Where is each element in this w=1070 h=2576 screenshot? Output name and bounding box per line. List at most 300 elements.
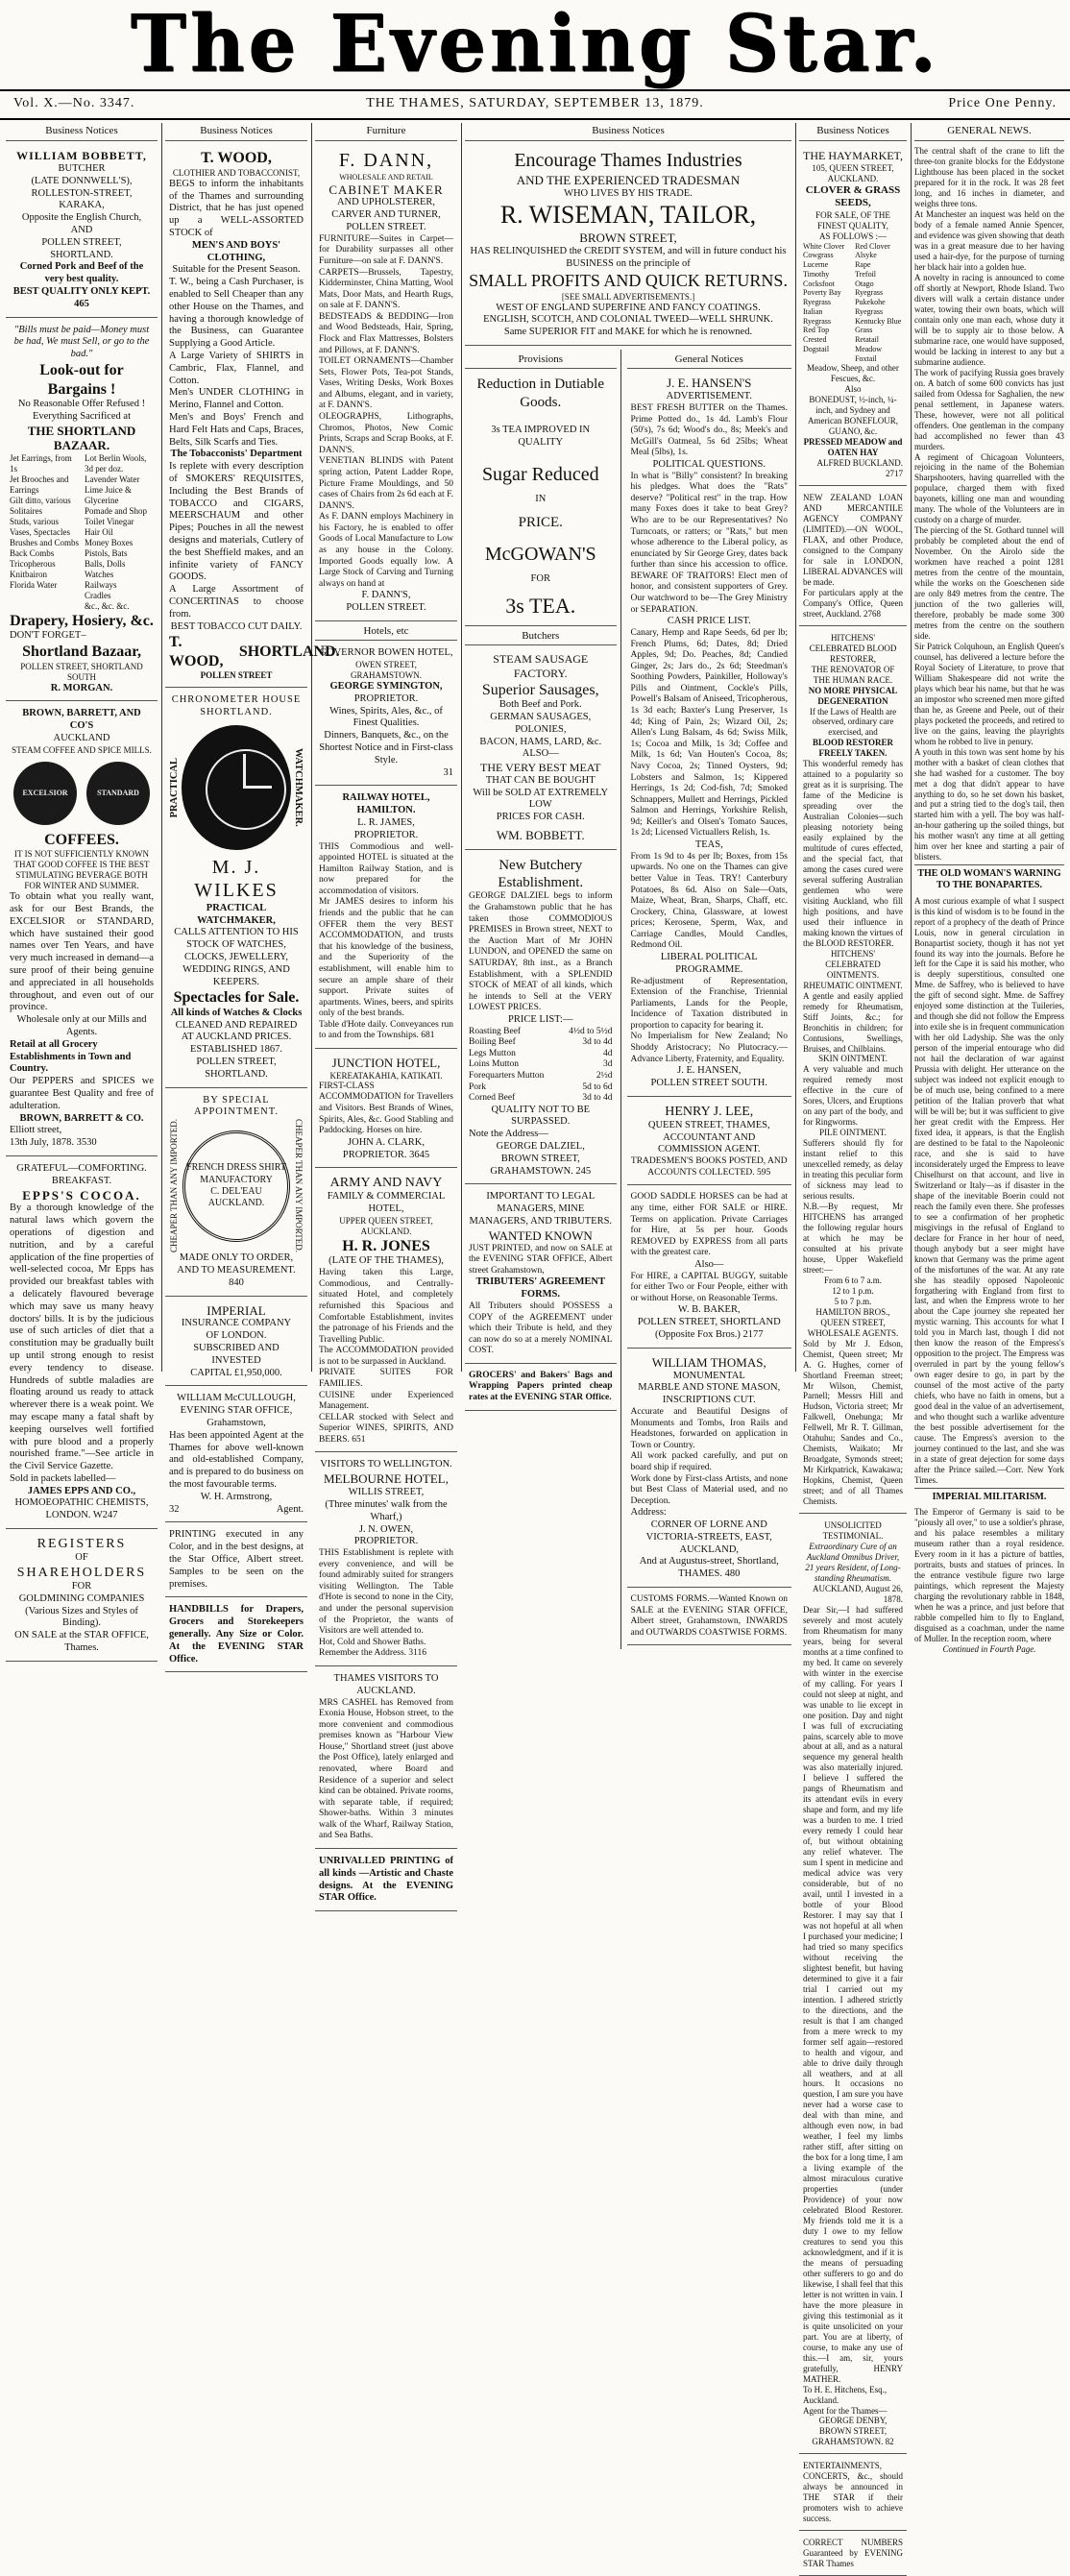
price-value: 3d to 4d xyxy=(582,1093,613,1104)
ad-line: T. WOOD, xyxy=(169,634,224,669)
ad-line: POLLEN STREET, SHORTLAND. xyxy=(41,236,122,260)
ad-body: For HIRE, a CAPITAL BUGGY, suitable for either Two or Four People, either with or without Horse, on Reasonable Terms. xyxy=(630,1271,788,1303)
ad-line: Dinners, Banquets, &c., on the Shortest Notice and in First-class Style. xyxy=(319,730,453,766)
seal-row xyxy=(169,1119,304,1252)
ad-body: A Large Variety of SHIRTS in Cambric, Flax, Flannel, and Cotton. xyxy=(169,351,304,386)
ad-name: J. E. HANSEN'S xyxy=(667,376,752,391)
ad-quote: "Bills must be paid—Money must be had, We must Sell, or go to the bad." xyxy=(13,324,150,360)
ad-line: QUEEN STREET, THAMES, xyxy=(647,1119,770,1130)
ad-hitchens xyxy=(799,630,907,1514)
ad-imperial-insurance xyxy=(165,1300,307,1387)
ad-bobbett xyxy=(6,146,158,317)
ad-line: AUCKLAND, August 26, 1878. xyxy=(812,1583,903,1604)
ad-line: HOMOEOPATHIC CHEMISTS, xyxy=(14,1497,149,1509)
ad-line: No Reasonable Offer Refused ! Everything Sacrificed at xyxy=(17,399,146,422)
ad-name: THE SHORTLAND BAZAAR. xyxy=(27,423,136,453)
ad-tributers xyxy=(465,1188,617,1363)
ad-line: BROWN STREET, xyxy=(500,1153,580,1164)
ad-henry-lee xyxy=(627,1101,791,1186)
column-1 xyxy=(6,123,162,1654)
ad-line: MARBLE AND STONE MASON, xyxy=(638,1382,781,1394)
clock-hand xyxy=(243,786,272,789)
ad-body: Is replete with every description of SMOKERS' REQUISITES, Including the Best Brands of TOBACCO and CIGARS, MEERSCHAUM and other Pipes; Pouches in all the newest designs and materials, Cutlery of the best Sheffield makes, and an infinite variety of FANCY GOODS. xyxy=(169,461,304,583)
ad-line: WEST OF ENGLAND SUPERFINE AND FANCY COATINGS. xyxy=(496,302,761,313)
ad-line: PILE OINTMENT. xyxy=(819,1128,887,1138)
ad-line: R. MORGAN. xyxy=(50,682,113,693)
ad-line: WHOLESALE AND RETAIL xyxy=(339,172,433,182)
ad-line: THAMES VISITORS TO AUCKLAND. xyxy=(333,1672,439,1696)
article-heading: THE OLD WOMAN'S WARNING TO THE BONAPARTES. xyxy=(914,864,1064,891)
ad-line: FOR xyxy=(530,573,550,585)
ad-line: AND xyxy=(70,225,93,236)
ad-line: Also xyxy=(844,384,862,395)
ad-line: 13th July, 1878. 3530 xyxy=(10,1137,97,1149)
ad-mccullough xyxy=(165,1390,307,1522)
price-value: 3d to 4d xyxy=(582,1037,613,1048)
clock-row xyxy=(169,719,304,856)
ad-testimonial xyxy=(799,1518,907,2454)
ad-name: M. J. WILKES xyxy=(194,856,279,902)
ad-railway-hotel xyxy=(315,790,457,1049)
ad-line: Elliott street, xyxy=(10,1125,62,1136)
ad-line: Same SUPERIOR FIT and MAKE for which he is renowned. xyxy=(503,327,753,338)
article-general-news: The central shaft of the crane to lift the three-ton granite blocks for the Eddystone Lighthouse has been placed in the socket prepared for it in the rock. It was 28 feet long, and 16 inches in diameter, and weighs three tons. At Manchester an inquest was held on the body of a female named Annie Spencer, and evidence was given showing that death was in a great measure due to her having used a hair-dye, for the purpose of turning her black hair into a golden hue. A novelty in racing is announced to come off shortly at Newport, Rhode Island. Two divers will walk a certain distance under water, towing their own boats, which will contain only one man each, whose duty it will be to supply air to those below. A submarine race, one would have supposed, would be lacking in interest to any but a submarine audience. The work of pacifying Russia goes bravely on. A batch of some 600 convicts has just sailed from Odessa for Saghalien, the new penal settlement, in Japanese waters. These, however, were not all political offenders. One gentleman in the company had accomplished no fewer than 43 murders. A regiment of Chicagoan Volunteers, rejoicing in the name of the Bohemian Sharpshooters, having quarrelled with the populace, charged them with fixed bayonets, killing one man and wounding many. The whole of the Volunteers are in custody on a charge of murder. The piercing of the St. Gothard tunnel will probably be completed about the end of November. On the Airolo side the workmen have reached a point 1281 metres from the centre of the mountain, while the works on the Goeschenen side are only 849 metres from the centre. The junction of the two galleries will, therefore, probably be made some 300 metres from the centre on the southern side. Sir Patrick Colquhoun, an English Queen's counsel, has delivered a lecture before the Royal Society of Literature, to prove that William Shakespeare did not write the plays which bear his name, but that he was an impostor who screened men more gifted than he, as Greene and Peele, out of their plays pocketed the proceeds, and retired to live on the gains, leaving the playrights whom he robbed to live in penury. A youth in this town was sent home by his mother with a basket of clean clothes that she had washed for a customer. The boy met a dog that didn't appear to have anything to do, so he set down his basket, and put a string tied to the dog's tail, then started him with a yell. The boy was half-an-hour gathering up the soiled things, but his mother wasn't any time at all getting him over her knee and starting a pair of blisters. xyxy=(914,146,1064,863)
ad-body: GEORGE DALZIEL begs to inform the Grahamstown public that he has taken those COMMODIOUS PREMISES in Brown street, NEXT to the Auction Mart of Mr JOHN LUNDON, and OPENED the same on SATURDAY, 8th inst., as a Branch Establishment, with a SPLENDID STOCK of MEAT of all kinds, which he intends to Sell at the VERY LOWEST PRICES. xyxy=(469,891,613,1013)
price-item: Pork xyxy=(469,1081,486,1092)
ad-line: H. R. JONES xyxy=(342,1237,430,1254)
ad-line: GERMAN SAUSAGES, POLONIES, xyxy=(490,712,592,735)
ad-line: SHORTLAND. xyxy=(238,644,340,661)
ad-line: Address: xyxy=(630,1507,667,1519)
ad-line: (Opposite Fox Bros.) 2177 xyxy=(654,1329,764,1341)
ad-line: Extraordinary Cure of an Auckland Omnibus Driver, 21 years Resident, of Long-standing Rheumatism. xyxy=(805,1542,901,1583)
ad-line: WATCHMAKER. xyxy=(293,748,304,827)
ad-line: OWEN STREET, GRAHAMSTOWN. xyxy=(350,660,423,681)
ad-line: ON SALE at the STAR OFFICE, Thames. xyxy=(14,1630,149,1654)
ad-hansen xyxy=(627,373,791,1096)
column-4 xyxy=(465,123,796,1638)
ad-line: PROPRIETOR. 3645 xyxy=(342,1149,430,1160)
ad-line: Both Beef and Pork. xyxy=(499,699,582,711)
ad-line: ROLLESTON-STREET, KARAKA, xyxy=(31,187,133,211)
ad-line: ADVERTISEMENT. xyxy=(666,391,752,402)
ad-line: UPPER QUEEN STREET, AUCKLAND. xyxy=(339,1215,433,1236)
ad-line: Suitable for the Present Season. xyxy=(172,264,301,276)
ad-registers xyxy=(6,1533,158,1662)
ad-body: Sufferers should fly for instant relief to this unexcelled remedy, as delay in treating this peculiar form of sickness may lead to serious results. xyxy=(803,1138,903,1202)
ad-body: HAS RELINQUISHED the CREDIT SYSTEM, and will in future conduct his BUSINESS on the principle of xyxy=(470,246,787,269)
section-heading: Business Notices xyxy=(6,123,158,141)
ad-line: Note the Address— xyxy=(469,1129,548,1140)
ad-name: WILLIAM BOBBETT, xyxy=(16,149,147,163)
price: Price One Penny. xyxy=(948,96,1057,110)
ad-line: PROPRIETOR. xyxy=(353,1536,419,1547)
ad-line: BROWN STREET, xyxy=(818,2426,888,2437)
ad-line: WANTED KNOWN xyxy=(488,1227,593,1243)
ad-line: KEREATAKAHIA, KATIKATI. xyxy=(329,1070,443,1081)
ad-mcgowan xyxy=(465,373,617,626)
ad-body: To obtain what you really want, ask for our Best Brands, the EXCELSIOR or STANDARD, which have sustained their good names over Ten Years, and have very much increased in demand—a sure proof of their being genuine and appreciated in all households throughout, and even out of our province. xyxy=(10,891,154,1013)
section-heading: Butchers xyxy=(465,630,617,645)
ad-line: GOVERNOR BOWEN HOTEL, xyxy=(319,647,453,659)
section-heading: Business Notices xyxy=(465,123,791,141)
ad-footer xyxy=(169,1504,304,1517)
standard-tin-image: STANDARD xyxy=(86,762,150,825)
ad-line: POLLEN STREET xyxy=(200,670,273,681)
ad-headline: New Butchery Establishment. xyxy=(498,857,584,891)
column-6 xyxy=(799,123,912,2569)
ad-line: FOR xyxy=(71,1581,92,1592)
ad-line: POLLEN STREET SOUTH. xyxy=(650,1078,767,1088)
ad-headline: Encourage Thames Industries xyxy=(514,150,742,172)
ad-body: Sold by Mr J. Edson, Chemist, Queen street; Mr A. G. Hughes, corner of Shortland Freeman street; Mr Wilson, Chemist, Parnell; Messrs Hill and Hudson, Victoria street; Mr Falkwell, Onehunga; Mr Fellwell, Mr R. T. Gillman, Otahuhu; Sandes and Co., Chemists, Waikato; Mr Broadgate, Symonds street; Mr Kirkpatrick, Kawakawa; Hopkins, Chemist, Queen street; and of all Thames Chemists. xyxy=(803,1338,903,1507)
price-item: Loins Mutton xyxy=(469,1059,519,1070)
ad-governor-bowen xyxy=(315,644,457,786)
ad-line: F. DANN'S, xyxy=(361,590,411,601)
ad-body: Canary, Hemp and Rape Seeds, 6d per lb; French Plums, 6d; Dates, 8d; Dried Apples, 9d; Do. Peaches, 8d; Candied Ginger, 2s; Jars do., 2s 6d; Steedman's Soothing Powders, Painkiller, Holloway's Pills and Ointment, Cockle's Pills, Powell's Balsam of Aniseed, Tricopherous, 1s 3d each; Baxter's Lung Preserver, 1s 4d; King of Pain, 2s; Wizard Oil, 2s; Allen's Lung Balsam, 4s 6d; Swiss Milk, 1s; Cocoa and Milk, 1s 3d; Coffee and Milk, 1s 6d; Van Houten's Cocoa, 8s; Navy Cocoa, 2s; Tinned Oysters, 9d; Lobsters and Salmon, 1s; Kippered Herrings, 1s 2d; Cod-fish, 7d; Smoked Schnappers, Mullett and Herrings, Pickled Salmon and Herrings, Yorkshire Relish, 9d; Keiller's and Olsen's Tomato Sauces, 1s 2d; Licensed Victuallers Relish, 1s. xyxy=(630,628,788,838)
price-value: 5d to 6d xyxy=(582,1081,613,1092)
ad-line: W. B. BAKER, xyxy=(677,1304,741,1316)
ad-headline: COFFEES. xyxy=(44,831,119,848)
ad-body: GOOD SADDLE HORSES can be had at any time, either FOR SALE or HIRE. Terms on application. Private Carriages for Hire, at 5s per hour. Goods REMOVED by EXPRESS from all parts with the greatest care. xyxy=(630,1192,788,1258)
ad-brown-barrett xyxy=(6,705,158,1155)
ad-line: POLLEN STREET, SHORTLAND SOUTH xyxy=(20,661,143,682)
coffee-tins xyxy=(10,762,154,825)
dateline xyxy=(0,89,1070,120)
price-item: Legs Mutton xyxy=(469,1048,516,1058)
ad-line: POLLEN STREET, SHORTLAND. xyxy=(196,1057,277,1080)
ad-line: JOHN A. CLARK, xyxy=(348,1136,425,1148)
ad-line: Will be SOLD AT EXTREMELY LOW xyxy=(473,787,609,811)
column-7 xyxy=(914,123,1064,1654)
ad-body: CALLS ATTENTION TO HIS STOCK OF WATCHES, CLOCKS, JEWELLERY, WEDDING RINGS, AND KEEPERS. xyxy=(174,927,299,987)
ad-line: WILLIS STREET, xyxy=(348,1487,425,1498)
ad-name: HITCHENS' CELEBRATED BLOOD RESTORER, xyxy=(809,632,897,664)
column-3 xyxy=(315,123,462,1904)
ad-line: REGISTERS xyxy=(36,1537,127,1552)
ad-name: RAILWAY HOTEL, HAMILTON. xyxy=(342,792,430,816)
ad-line: WHO LIVES BY HIS TRADE. xyxy=(564,187,693,199)
ad-line: BY SPECIAL APPOINTMENT. xyxy=(194,1094,279,1118)
column-4a xyxy=(465,350,621,1649)
ad-line: DON'T FORGET– xyxy=(10,630,86,642)
ad-customs-forms: CUSTOMS FORMS.—Wanted Known on SALE at the EVENING STAR OFFICE, Albert street, Grahamstown, INWARDS and OUTWARDS COASTWISE FORMS. xyxy=(627,1592,791,1645)
section-heading: Hotels, etc xyxy=(315,625,457,641)
ad-line: BROWN, BARRETT & CO. xyxy=(19,1112,144,1124)
continued-note: Continued in Fourth Page. xyxy=(942,1643,1036,1654)
ad-line: RHEUMATIC OINTMENT. xyxy=(803,980,903,990)
price-value: 4d xyxy=(603,1048,613,1058)
ad-wiseman xyxy=(465,146,791,346)
ad-body: NEW ZEALAND LOAN AND MERCANTILE AGENCY COMPANY (LIMITED).—ON WOOL, FLAX, and other Produce, consigned to the Company for sale in LONDON, LIBERAL ADVANCES will be made. xyxy=(803,493,903,587)
ad-body: Dear Sir,—I had suffered severely and most acutely from Rheumatism for many years, being for several months at a time confined to my bed. It came on severely with winter in the exercise of my calling. For years I could not sleep at night, and was unable to lie except in one position. Day and night I was full of excruciating pains, scarcely able to move about at all, and as a natural sequence my general health was also materially injured. I believe I suffered the pangs of Rheumatism and its attendant evils in every shape and form, and my life was a burden to me. I tried every remedy I could hear of, but without obtaining any relief whatever. The sum I spent in medicine and medical advice was very considerable, but of no avail, until I invested in a bottle of your Blood Restorer. I may say that I was not hopeful at all when I purchased your medicine; I had tried so many specifics without receiving the slightest benefit, but having determined to give it a fair trial I carried out my intention. I adhered strictly to the directions, and the result is that I am changed from a mere wreck to my former self again—restored to health and vigour, and able to drive daily through all weathers, and at all hours. It occasions no question, I am sure you have never had a worse case to deal with than mine, and although even now, in bad weather, I feel my limbs rather stiff, after sitting on the box for a long time, I am a living example of the almost miraculous curative properties (under Providence) of your now celebrated Blood Restorer. My friends told me it is a duty I owe to my fellow creatures to send you this acknowledgment, and if it is the means of persuading other sufferers to go and do likewise, I shall feel that this letter is not written in vain. I have the more pleasure in giving this testimonial as it is quite unsolicited on your part. You are at liberty, of course, to make any use of this.—I am, sir, yours gratefully, HENRY MATHER. xyxy=(803,1604,903,2384)
section-heading: Business Notices xyxy=(799,123,907,141)
ad-line: GEORGE DENBY, xyxy=(818,2416,888,2426)
ad-line: POLITICAL QUESTIONS. xyxy=(652,458,766,470)
ad-line: 3s TEA IMPROVED IN QUALITY xyxy=(491,424,591,448)
ad-line: BLOOD RESTORER FREELY TAKEN. xyxy=(812,738,894,759)
ad-line: CORNER OF LORNE AND VICTORIA-STREETS, EAST, AUCKLAND, xyxy=(645,1519,772,1555)
ad-line: (Various Sizes and Styles of Binding). xyxy=(25,1605,138,1629)
ad-line: PRICE. xyxy=(518,514,563,530)
ad-line: PRICE LIST:— xyxy=(508,1013,573,1025)
ad-sausage-factory xyxy=(465,649,617,849)
ad-body: As F. DANN employs Machinery in his Factory, he is enabled to offer Goods of Local Manufacture to Low as any house in the Colony. Imported Goods equally low. A Large Stock of Carving and Turning always on hand at xyxy=(319,512,453,589)
ad-line: BROWN STREET, xyxy=(579,231,677,246)
ad-entertainments: ENTERTAINMENTS, CONCERTS, &c., should always be announced in THE STAR if their promoters wish to achieve success. xyxy=(799,2458,907,2531)
ad-line: Spectacles for Sale. xyxy=(173,989,300,1007)
ad-line: BACON, HAMS, LARD, &c. xyxy=(479,736,602,747)
ad-line: SMALL PROFITS AND QUICK RETURNS. xyxy=(469,270,788,290)
ad-line: PROPRIETOR. xyxy=(353,829,419,840)
masthead xyxy=(0,0,1070,88)
section-heading: Furniture xyxy=(315,123,457,141)
ad-body: N.B.—By request, Mr HITCHENS has arranged the following regular hours at which he may be consulted at his private house, Upper Wakefield street:— xyxy=(803,1202,903,1275)
ad-line: AND THE EXPERIENCED TRADESMAN xyxy=(516,172,741,187)
ad-body: For particulars apply at the Company's Office, Queen street, Auckland. 2768 xyxy=(803,587,903,619)
article-imperial-militarism: The Emperor of Germany is said to be "piously all over," to use a soldier's phrase, and his palace resembles a military museum rather than a royal residence. Every room in it has a picture of battles, portraits, busts and statues of princes. In the entrance vestibule figure two large paintings, which represent the Majesty charging the revolutionary rabble in 1848, when he was a prince, and just before that rabble compelled him to fly to England, disguised as a coachman, under the name of Muller. In the reception room, where xyxy=(914,1507,1064,1643)
ad-line: Opposite the English Church, xyxy=(21,212,142,224)
clock-hand xyxy=(243,754,246,789)
volume-number: Vol. X.—No. 3347. xyxy=(13,96,135,110)
ad-body: Having taken this Large, Commodious, and Centrally-situated Hotel, and completely refurnished this Spacious and Comfortable Establishment, invites the patronage of his Friends and the Travelling Public. The ACCOMMODATION provided is not to be surpassed in Auckland. PRIVATE SUITES FOR FAMILIES. CUISINE under Experienced Management. CELLAR stocked with Select and Superior WINES, SPIRITS, AND BEERS. 651 xyxy=(319,1268,453,1445)
ad-line: CHEAPER THAN ANY IMPORTED. xyxy=(294,1119,304,1253)
ad-line: AS FOLLOWS :— xyxy=(818,231,887,241)
ad-line: AUCKLAND xyxy=(53,733,110,744)
ad-line: LIBERAL POLITICAL PROGRAMME. xyxy=(660,951,758,975)
ad-auckland-visitors xyxy=(315,1670,457,1849)
ad-line: HOTEL, xyxy=(368,1203,404,1215)
ad-correct-numbers: CORRECT NUMBERS Guaranteed by EVENING STAR Thames xyxy=(799,2535,907,2576)
ad-body: By a thorough knowledge of the natural laws which govern the operations of digestion and nutrition, and by a careful application of the fine properties of well-selected cocoa, Mr Epps has provided our breakfast tables with a delicately flavoured beverage which may save us many heavy doctors' bills. It is by the judicious use of such articles of diet that a constitution may be gradually built up until strong enough to resist every tendency to disease. Hundreds of subtle maladies are floating around us ready to attack wherever there is a weak point. We may escape many a fatal shaft by keeping ourselves well fortified with pure blood and a properly nourished frame."—See article in the Civil Service Gazette. xyxy=(10,1203,154,1472)
ad-name: THE HAYMARKET, xyxy=(803,149,903,163)
ad-line: HITCHENS' CELEBRATED OINTMENTS. xyxy=(825,948,881,980)
price-value: 2½d xyxy=(596,1070,613,1081)
ad-line: BEST QUALITY ONLY KEPT. 465 xyxy=(12,286,151,309)
ad-handbills: HANDBILLS for Drapers, Grocers and Storekeepers generally. Any Size or Color. At the EVENING STAR Office. xyxy=(165,1601,307,1672)
ad-line: SHAREHOLDERS xyxy=(16,1565,147,1580)
item-list xyxy=(10,453,154,612)
ad-epps-cocoa xyxy=(6,1160,158,1529)
ad-line: From 6 to 7 a.m. 12 to 1 p.m. 5 to 7 p.m. xyxy=(824,1275,882,1306)
ad-wilkes xyxy=(165,692,307,1087)
ad-line: W. H. Armstrong, xyxy=(200,1491,273,1502)
ad-line: HAMILTON BROS., QUEEN STREET, WHOLESALE AGENTS. xyxy=(807,1306,899,1338)
ad-line: MEN'S AND BOYS' CLOTHING, xyxy=(191,239,281,263)
ad-line: L. R. JAMES, xyxy=(357,817,415,828)
ad-body: Has been appointed Agent at the Thames for above well-known and old-established Company, and is prepared to do business on the most favourable terms. xyxy=(169,1429,304,1490)
ad-body: MRS CASHEL has Removed from Exonia House, Hobson street, to the more convenient and commodious premises known as "Harbour View House," Shortland street (just above the Post Office), lately enlarged and renovated, where Board and Residence of a superior and select kind can be obtained. Private rooms, with separate table, if required; Shower-baths. Within 3 minutes walk of the Wharf, Railway Station, and Sea Baths. xyxy=(319,1697,453,1841)
ad-line: SUBSCRIBED AND INVESTED xyxy=(193,1343,280,1366)
ad-line: AND UPHOLSTERER, xyxy=(336,197,436,208)
ad-line: THE VERY BEST MEAT xyxy=(480,761,601,775)
ad-line: Wines, Spirits, Ales, &c., of Finest Qualities. xyxy=(329,705,443,729)
ad-line: CLEANED AND REPAIRED AT AUCKLAND PRICES. xyxy=(175,1019,298,1043)
ad-name: HENRY J. LEE, xyxy=(665,1104,754,1119)
ad-line: TEAS, xyxy=(694,838,723,850)
ad-line: UNSOLICITED TESTIMONIAL. xyxy=(822,1520,884,1542)
ad-body: Accurate and Beautiful Designs of Monuments and Tombs, Iron Rails and Headstones, forwarded on application in Town or Country. All work packed carefully, and put on board ship if required. Work done by First-class Artists, and none but Best Class of Material used, and no Deception. xyxy=(630,1407,788,1506)
ad-body: THIS Commodious and well-appointed HOTEL is situated at the Hamilton Railway Station, and is now prepared for the accommodation of visitors. Mr JAMES desires to inform his friends and the public that he can OFFER them the very BEST ACCOMMODATION, and trusts that his knowledge of the business, and the Superiority of the establishment, will enable him to secure an ample share of their support. Private suites of apartments. Wines, beers, and spirits only of the best brands. Table d'Hote daily. Conveyances run to and from the Townships. 681 xyxy=(319,841,453,1041)
ad-line: Retail at all Grocery Establishments in Town and Country. xyxy=(10,1038,132,1075)
ad-line: Superior Sausages, xyxy=(481,681,599,698)
split-area xyxy=(465,350,791,1649)
ad-line: Wholesale only at our Mills and Agents. xyxy=(16,1014,147,1037)
price-item: Boiling Beef xyxy=(469,1037,516,1048)
ad-name: R. WISEMAN, TAILOR, xyxy=(499,201,757,230)
ad-line: POLLEN STREET. xyxy=(346,602,426,614)
ad-line: IMPERIAL xyxy=(207,1302,266,1318)
ad-line: CABINET MAKER xyxy=(328,182,444,197)
ad-body: This wonderful remedy has attained to a popularity so great as it is surprising. The fame of the Medicine is spreading over the Australian Colonies—such pleasing notoriety being easily explained by the multitude of cures effected, and the special fact, that among the cases cured were several suffering Australian gentlemen who were visiting Auckland, who fill high positions, and have used their influence in making known the virtues of the BLOOD RESTORER. xyxy=(803,759,903,948)
ad-body: A gentle and easily applied remedy for Rheumatism, Stiff Joints, &c.; for Bronchitis in children; for Contusions, Swellings, Bruises, and Chilblains. xyxy=(803,990,903,1054)
ad-line: OF xyxy=(75,1552,88,1564)
ad-body: BEST FRESH BUTTER on the Thames. Prime Potted do., 1s 4d. Lamb's Flour (50's), 7s 6d; Wood's do., 8s; Meek's and McGill's Oatmeal, 5s 6d 25lbs; Wheat Meal (5lbs), 1s. xyxy=(630,403,788,458)
price-item: Corned Beef xyxy=(469,1093,516,1104)
ad-body: JUST PRINTED, and now on SALE at the EVENING STAR OFFICE, Albert street Grahamstown, xyxy=(469,1243,613,1276)
price-item: Forequarters Mutton xyxy=(469,1070,545,1081)
ad-line: THE RENOVATOR OF THE HUMAN RACE. xyxy=(811,664,895,685)
ad-line: STEAM COFFEE AND SPICE MILLS. xyxy=(12,744,152,755)
ad-line: POLLEN STREET. xyxy=(346,222,426,232)
ad-line: GRAHAMSTOWN. 245 xyxy=(490,1165,592,1177)
ad-body: FURNITURE—Suites in Carpet—for Durability surpasses all other Furniture—on sale at F. DANN'S. CARPETS—Brussels, Tapestry, Kidderminster, China Matting, Wool Mats, Door Mats, and Hearth Rugs, on sale at F. DANN'S. BEDSTEADS & BEDDING—Iron and Wood Bedsteads, Hair, Spring, Flock and Flax Mattresses, Bolsters and Pillows, at F. DANN'S. TOILET ORNAMENTS—Chamber Sets, Flower Pots, Tea-pot Stands, Vases, Writing Desks, Work Boxes and Albums, elegant, and in variety, at F. DANN'S. OLEOGRAPHS, Lithographs, Chromos, Photos, New Comic Prints, Scraps and Scrap Books, at F. DANN'S. VENETIAN BLINDS with Patent spring action, Patent Ladder Rope, Picture Frame Mouldings, and 50 cases of Chairs from 2s 6d each at F. DANN'S. xyxy=(319,233,453,511)
ad-line: GRAHAMSTOWN. 82 xyxy=(812,2437,894,2447)
ad-unrivalled-printing: UNRIVALLED PRINTING of all kinds —Artistic and Chaste designs. At the EVENING STAR Office. xyxy=(315,1853,457,1911)
ad-line: SKIN OINTMENT. xyxy=(818,1054,888,1064)
ad-line: WM. BOBBETT. xyxy=(496,828,585,842)
ad-line: FAMILY & COMMERCIAL xyxy=(327,1191,446,1203)
ad-line: Our PEPPERS and SPICES we guarantee Best Quality and free of adulteration. xyxy=(10,1076,154,1111)
ad-name: WILLIAM McCULLOUGH, xyxy=(177,1393,296,1404)
ad-body: Men's UNDER CLOTHING in Merino, Flannel and Cotton. xyxy=(169,387,304,411)
ad-line: INSCRIPTIONS CUT. xyxy=(662,1395,756,1406)
column-2 xyxy=(165,123,340,1665)
place-and-date: THE THAMES, SATURDAY, SEPTEMBER 13, 1879. xyxy=(366,96,704,110)
section-heading: GENERAL NEWS. xyxy=(914,123,1064,141)
price-list xyxy=(469,1027,613,1105)
ad-line: QUALITY NOT TO BE SURPASSED. xyxy=(491,1104,591,1128)
ad-line: ALFRED BUCKLAND. 2717 xyxy=(816,458,903,479)
ad-line: PRACTICAL xyxy=(169,757,180,818)
ad-body: A very valuable and much required remedy most effective in the cure of Sores, Ulcers, and Eruptions on any part of the body, and for Ringworms. xyxy=(803,1064,903,1128)
ad-name: BROWN, BARRETT, AND CO'S xyxy=(22,708,141,732)
price-row xyxy=(469,1093,613,1105)
price-value: 3d xyxy=(603,1059,613,1070)
ad-line: FOR SALE, OF THE FINEST QUALITY, xyxy=(815,209,890,231)
ad-line: MADE ONLY TO ORDER, AND TO MEASUREMENT. 840 xyxy=(177,1252,296,1288)
ad-line: 3s TEA. xyxy=(505,594,576,619)
ad-line: ALSO— xyxy=(522,748,559,760)
ad-line: BREAKFAST. xyxy=(51,1175,112,1186)
ad-line: LONDON. W247 xyxy=(45,1510,118,1521)
ad-line: ACCOUNTANT AND COMMISSION AGENT. xyxy=(657,1131,761,1155)
ad-body: All Tributers should POSSESS a COPY of the AGREEMENT under which their Tribute is held, and they can now do so at a merely NOMINAL COST. xyxy=(469,1301,613,1356)
ad-body: Re-adjustment of Representation, Extension of the Franchise, Triennial Parliaments, Lands for the People, Incidence of Taxation distributed in proportion to capacity for bearing it. No Imperialism for New Zealand; No Shoddy Aristocracy; No Plutocracy.—Advance Liberty, Fraternity, and Equality. xyxy=(630,976,788,1064)
article-heading: IMPERIAL MILITARISM. xyxy=(914,1488,1064,1503)
ad-line: Sugar Reduced xyxy=(481,463,599,485)
ad-name: STEAM SAUSAGE FACTORY. xyxy=(493,652,589,681)
ad-line: VISITORS TO WELLINGTON. xyxy=(320,1459,452,1470)
ad-line: Grahamstown, xyxy=(207,1418,266,1429)
ad-line: AUCKLAND. xyxy=(827,174,879,183)
ad-body: In what is "Billy" consistent? In breaking his pledges. What does the "Rats" deserve? "Political rest" in the trap. How many Foxes does it take to beat Grey? Who are to be our Representatives? No Turncoats, or ratters; or "Rats," but men whose adherence to the Liberal policy, as enunciated by Sir George Grey, dates back further than since his accession to office. BEWARE OF TRAITORS! Elect men of honor, and consistent supporters of Grey. Our watchword to be—The Grey Ministry or SEPARATION. xyxy=(630,471,788,615)
ad-line: PRACTICAL WATCHMAKER, xyxy=(197,902,276,926)
ad-name: JUNCTION HOTEL, xyxy=(331,1056,441,1070)
ad-line: J. E. HANSEN, xyxy=(677,1065,742,1077)
ad-deleau xyxy=(165,1092,307,1297)
ad-shortland-bazaar xyxy=(6,322,158,702)
ad-name: WILLIAM THOMAS, xyxy=(651,1354,766,1370)
section-heading: Business Notices xyxy=(165,123,307,141)
ad-line: GOLDMINING COMPANIES xyxy=(18,1592,145,1604)
item-list-right: Lot Berlin Wools, 3d per doz. Lavender Water Lime Juice & Glycerine Pomade and Shop Toilet Vinegar Hair Oil Money Boxes Pistols, Bats Balls, Dolls Watches Railways Cradles &c., &c. &c. xyxy=(85,453,147,611)
ad-line: JAMES EPPS AND CO., xyxy=(27,1485,136,1496)
ad-line: (LATE OF THE THAMES), xyxy=(328,1255,444,1267)
ad-line: Agent for the Thames— xyxy=(803,2405,888,2416)
item-list-left: Jet Earrings, from 1s Jet Brooches and Earrings Gilt ditto, various Solitaires Studs, various Vases, Spectacles Brushes and Combs Back Combs Tricopherous Knitbairon Florida Water xyxy=(10,453,79,590)
ad-line: ENGLISH, SCOTCH, AND COLONIAL TWEED—WELL SHRUNK. xyxy=(483,314,773,326)
ad-line: MONUMENTAL xyxy=(672,1370,745,1381)
section-heading: General Notices xyxy=(627,353,791,369)
clock-face xyxy=(206,749,286,830)
ad-name: GEORGE SYMINGTON, xyxy=(329,681,443,693)
ad-body: T. W., being a Cash Purchaser, is enabled to Sell Cheaper than any other House on the Thames, and having a thorough knowledge of the Business, can Guarantee Supplying a Good Article. xyxy=(169,277,304,350)
ad-line: NO MORE PHYSICAL DEGENERATION xyxy=(808,685,898,706)
ad-line: TRIBUTERS' AGREEMENT FORMS. xyxy=(475,1276,605,1300)
seed-list-left: White Clover Cowgrass Lucerne Timothy Cocksfoot Poverty Bay Ryegrass Italian Ryegrass Red Top Crested Dogstail xyxy=(803,241,845,353)
ad-line: Also— xyxy=(694,1258,724,1270)
ad-dalziel xyxy=(465,854,617,1185)
ad-name: T. WOOD, xyxy=(201,150,272,167)
ad-line: 105, QUEEN STREET, xyxy=(812,163,894,174)
ad-body: A Large Assortment of CONCERTINAS to choose from. xyxy=(169,584,304,620)
ad-line: Agent. xyxy=(276,1503,304,1515)
ad-body: From 1s 9d to 4s per lb; Boxes, from 15s upwards. No one on the Thames can give better Value in Teas. TRY! Canterbury Potatoes, 8s 6d. Also on Sale—Oats, Maize, Wheat, Bran, Sharps, Chaff, etc. Crockery, China, Glassware, at lowest prices; Kerosene, Sperm, Wax, and Carriage Candles, Mould Candles, Redmond Oil. xyxy=(630,851,788,951)
ad-line: INSURANCE COMPANY xyxy=(181,1318,292,1329)
ad-line: (Three minutes' walk from the Wharf,) xyxy=(325,1498,448,1522)
ad-line: GEORGE DALZIEL, xyxy=(496,1141,585,1153)
ad-melbourne-hotel xyxy=(315,1456,457,1665)
ad-line: CAPITAL £1,950,000. xyxy=(190,1367,282,1378)
column-4b xyxy=(627,350,791,1649)
ad-line: CHRONOMETER HOUSE SHORTLAND. xyxy=(171,694,302,718)
ad-line: And at Augustus-street, Shortland, THAMES. 480 xyxy=(639,1556,779,1580)
ad-line: J. N. OWEN, xyxy=(358,1523,414,1535)
ad-line: GRATEFUL—COMFORTING. xyxy=(16,1162,147,1174)
ad-line: IMPORTANT TO LEGAL MANAGERS, MINE MANAGERS, AND TRIBUTERS. xyxy=(469,1191,613,1227)
ad-line: Goods. xyxy=(520,394,562,410)
clock-image xyxy=(182,725,291,850)
ad-line: TRADESMEN'S BOOKS POSTED, AND ACCOUNTS COLLECTED. 595 xyxy=(630,1156,788,1178)
ad-line: CHEAPER THAN ANY IMPORTED. xyxy=(169,1119,179,1253)
newspaper-title: The Evening Star. xyxy=(130,0,940,90)
ad-name: F. DANN, xyxy=(338,150,434,172)
ad-line: BEST TOBACCO CUT DAILY. xyxy=(170,620,303,632)
ad-line: POLLEN STREET, SHORTLAND xyxy=(637,1317,781,1328)
ad-t-wood xyxy=(165,146,340,688)
ad-body: THIS Establishment is replete with every convenience, and will be found admirably suited for strangers visiting Wellington. The Table d'Hote is second to none in the City, and under the personal supervision of the Proprietor, the wants of Visitors are well attended to. Hot, Cold and Shower Baths. Remember the Address. 3116 xyxy=(319,1548,453,1659)
ad-name: McGOWAN'S xyxy=(484,544,596,566)
ad-signature xyxy=(169,633,340,670)
section-heading: Provisions xyxy=(465,353,617,369)
ad-line: THAT CAN BE BOUGHT xyxy=(485,774,596,786)
ad-line: To H. E. Hitchens, Esq., Auckland. xyxy=(803,2384,888,2405)
ad-line: BONEDUST, ½-inch, ¼-inch, and Sydney and American BONEFLOUR, GUANO, &c. xyxy=(808,395,898,437)
ad-dann xyxy=(315,146,457,620)
ad-line: (LATE DONNWELL'S), xyxy=(31,175,133,186)
ad-line: CLOTHIER AND TOBACCONIST, xyxy=(172,167,301,178)
